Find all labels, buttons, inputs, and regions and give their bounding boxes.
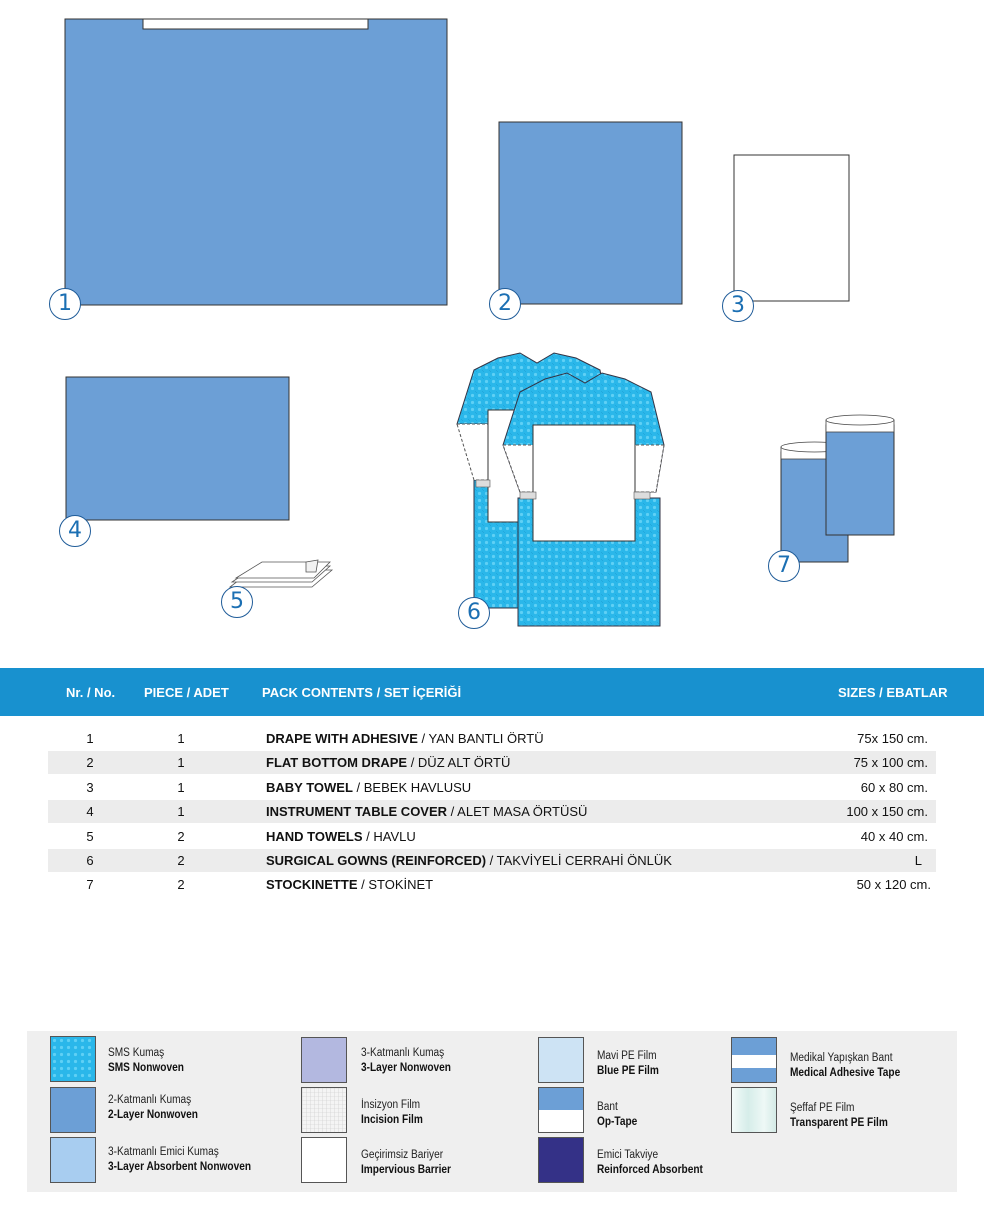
header-piece: PIECE / ADET	[144, 685, 229, 700]
item-number-7: 7	[768, 550, 800, 582]
row-name: BABY TOWEL	[266, 780, 353, 795]
absorbent-swatch	[50, 1137, 96, 1183]
item-number-3: 3	[722, 290, 754, 322]
header-sizes: SIZES / EBATLAR	[838, 685, 948, 700]
header-nr: Nr. / No.	[66, 685, 116, 700]
transparent-pe-swatch	[731, 1087, 777, 1133]
table-row	[48, 751, 936, 774]
row-piece: 2	[177, 829, 185, 844]
instrument-table-cover-illustration	[66, 377, 289, 520]
legend-adhesive-tape: Medikal Yapışkan Bant Medical Adhesive Tape	[790, 1052, 901, 1079]
row-size: 40 x 40 cm.	[860, 829, 928, 844]
row-name-tr: / STOKİNET	[357, 877, 434, 892]
row-piece: 1	[177, 780, 185, 795]
row-size: 60 x 80 cm.	[860, 780, 928, 795]
row-nr: 1	[86, 731, 94, 746]
legend-op-tape: Bant Op-Tape	[597, 1101, 638, 1128]
reinforced-swatch	[538, 1137, 584, 1183]
table-row	[48, 727, 936, 750]
row-piece: 1	[177, 755, 185, 770]
row-name-tr: / ALET MASA ÖRTÜSÜ	[447, 804, 588, 819]
legend-blue-pe: Mavi PE Film Blue PE Film	[597, 1050, 659, 1077]
table-row	[48, 849, 936, 872]
row-nr: 4	[86, 804, 94, 819]
item-number-1: 1	[49, 288, 81, 320]
row-name-tr: / BEBEK HAVLUSU	[352, 780, 472, 795]
row-contents	[266, 804, 587, 819]
row-size: 100 x 150 cm.	[846, 804, 928, 819]
row-name: STOCKINETTE	[266, 877, 358, 892]
row-name: INSTRUMENT TABLE COVER	[266, 804, 448, 819]
legend-transparent-pe: Şeffaf PE Film Transparent PE Film	[790, 1102, 888, 1129]
drape-with-adhesive-illustration	[65, 19, 447, 305]
table-row	[48, 825, 936, 848]
row-piece: 1	[177, 804, 185, 819]
row-size: 50 x 120 cm.	[856, 877, 931, 892]
row-piece: 2	[177, 877, 185, 892]
row-name: DRAPE WITH ADHESIVE	[266, 731, 418, 746]
incision-swatch	[301, 1087, 347, 1133]
legend-reinforced: Emici Takviye Reinforced Absorbent	[597, 1149, 703, 1176]
legend-three-layer: 3-Katmanlı Kumaş 3-Layer Nonwoven	[361, 1047, 451, 1074]
item-number-5: 5	[221, 586, 253, 618]
row-piece: 2	[177, 853, 185, 868]
row-contents	[266, 829, 416, 844]
table-header	[0, 668, 984, 716]
legend-incision: İnsizyon Film Incision Film	[361, 1099, 423, 1126]
row-piece: 1	[177, 731, 185, 746]
stockinette-illustration	[781, 415, 894, 562]
row-nr: 3	[86, 780, 94, 795]
three-layer-swatch	[301, 1037, 347, 1083]
two-layer-swatch	[50, 1087, 96, 1133]
row-contents	[266, 731, 544, 746]
row-name-tr: / YAN BANTLI ÖRTÜ	[417, 731, 544, 746]
row-contents	[266, 877, 433, 892]
legend-two-layer: 2-Katmanlı Kumaş 2-Layer Nonwoven	[108, 1094, 198, 1121]
row-contents	[266, 780, 471, 795]
row-name: FLAT BOTTOM DRAPE	[266, 755, 408, 770]
adhesive-tape-swatch	[731, 1037, 777, 1083]
table-row	[48, 776, 936, 799]
table-row	[48, 800, 936, 823]
table-row	[48, 873, 936, 896]
blue-pe-swatch	[538, 1037, 584, 1083]
item-number-4: 4	[59, 515, 91, 547]
row-size: 75 x 100 cm.	[853, 755, 928, 770]
sms-swatch	[50, 1036, 96, 1082]
item-number-2: 2	[489, 288, 521, 320]
item-number-6: 6	[458, 597, 490, 629]
header-contents: PACK CONTENTS / SET İÇERİĞİ	[262, 685, 462, 700]
row-name: HAND TOWELS	[266, 829, 363, 844]
row-size: 75x 150 cm.	[857, 731, 928, 746]
material-legend	[27, 1031, 957, 1192]
row-nr: 2	[86, 755, 94, 770]
surgical-gowns-illustration	[457, 353, 664, 626]
op-tape-swatch	[538, 1087, 584, 1133]
row-nr: 6	[86, 853, 94, 868]
row-name: SURGICAL GOWNS (REINFORCED)	[266, 853, 487, 868]
flat-bottom-drape-illustration	[499, 122, 682, 304]
row-size: L	[914, 853, 922, 868]
row-name-tr: / DÜZ ALT ÖRTÜ	[407, 755, 511, 770]
hand-towels-illustration	[230, 560, 332, 587]
legend-barrier: Geçirimsiz Bariyer Impervious Barrier	[361, 1149, 451, 1176]
barrier-swatch	[301, 1137, 347, 1183]
row-nr: 7	[86, 877, 94, 892]
row-name-tr: / HAVLU	[362, 829, 416, 844]
row-name-tr: / TAKVİYELİ CERRAHİ ÖNLÜK	[486, 853, 672, 868]
row-contents	[266, 755, 510, 770]
row-contents	[266, 853, 672, 868]
row-nr: 5	[86, 829, 94, 844]
baby-towel-illustration	[734, 155, 849, 301]
legend-absorbent: 3-Katmanlı Emici Kumaş 3-Layer Absorbent Nonwoven	[108, 1146, 252, 1173]
legend-sms: SMS Kumaş SMS Nonwoven	[108, 1047, 184, 1074]
